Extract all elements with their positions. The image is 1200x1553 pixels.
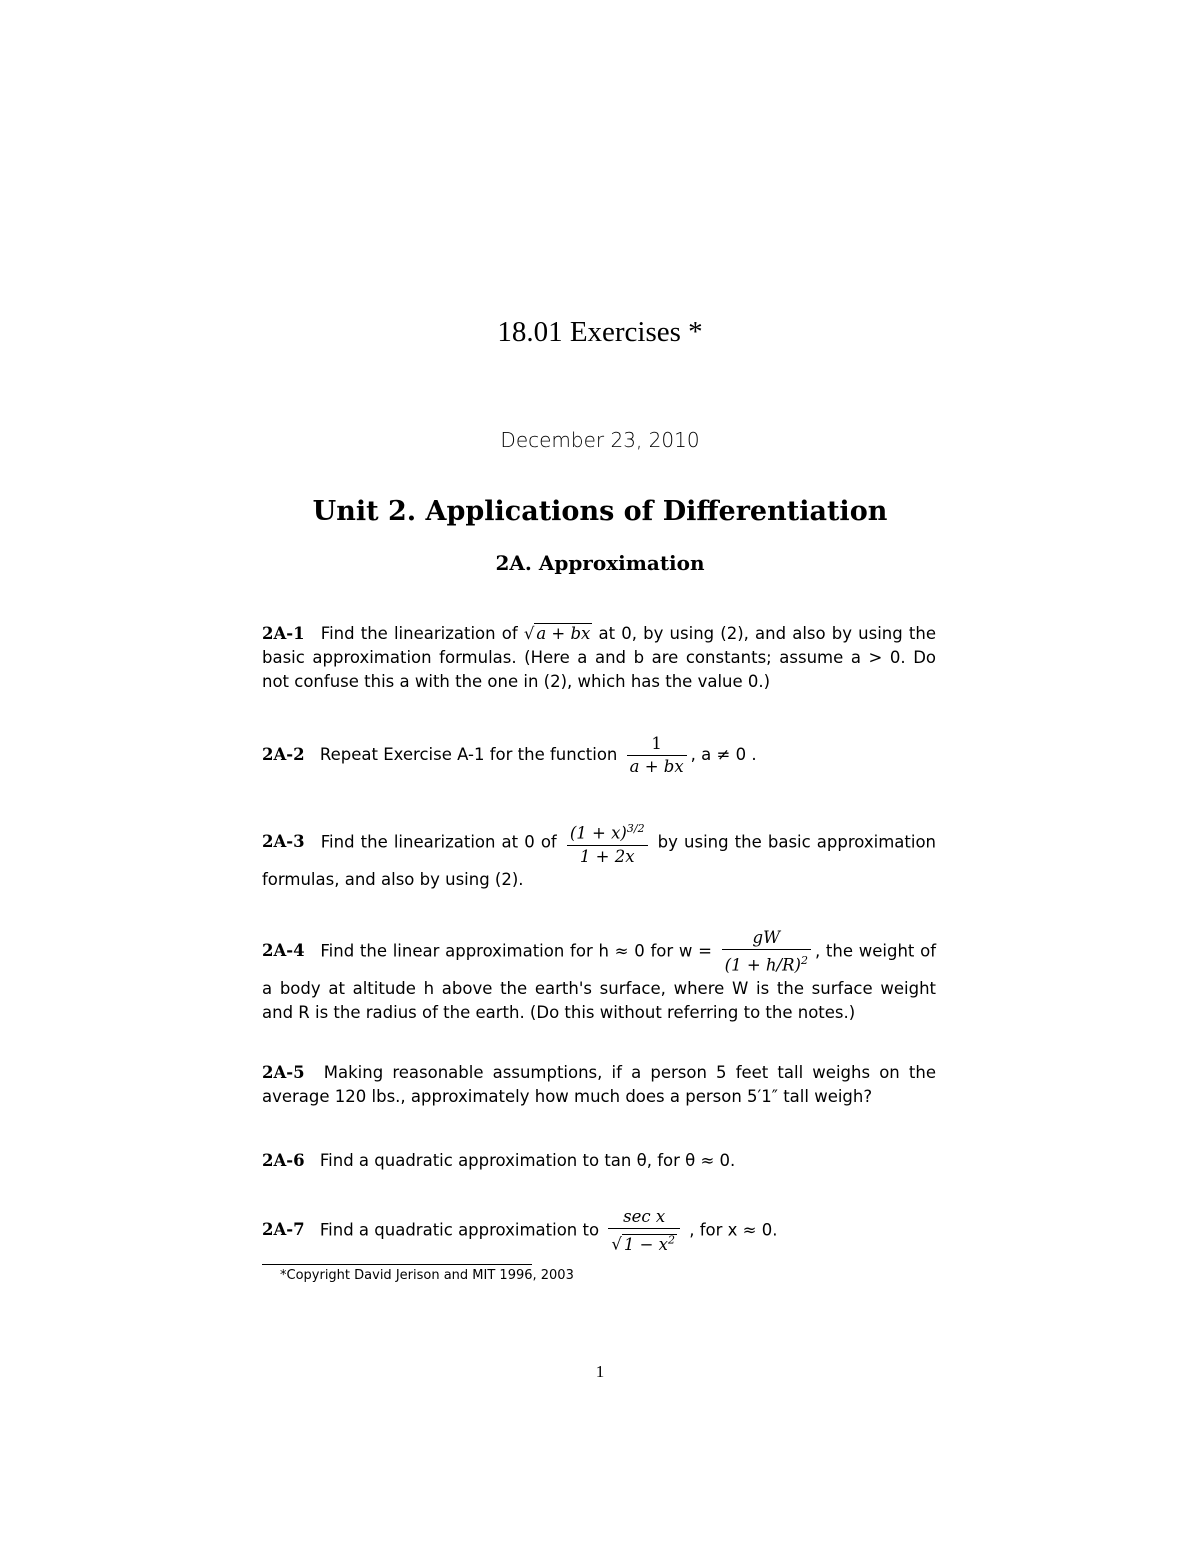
- exercise-2a-3: [262, 818, 936, 892]
- exercise-text: Find the linearization of: [320, 624, 518, 643]
- footnote-rule: [262, 1264, 532, 1265]
- sqrt-radicand: 1 − x: [623, 1234, 668, 1254]
- fraction: [627, 733, 687, 778]
- page-number: 1: [595, 1362, 605, 1381]
- exercise-number: 2A-6: [262, 1151, 305, 1170]
- exercise-number: 2A-7: [262, 1220, 305, 1240]
- footnote: *Copyright David Jerison and MIT 1996, 2003: [280, 1268, 574, 1283]
- fraction-numerator: gW: [722, 927, 811, 950]
- denominator-exponent: 2: [800, 954, 808, 967]
- exercise-text: , for x ≈ 0.: [689, 1220, 778, 1240]
- exercise-text: , a ≠ 0 .: [690, 745, 757, 764]
- exercise-text: Find the linearization at 0 of: [320, 832, 557, 852]
- exercise-number: 2A-1: [262, 624, 305, 643]
- section-title: 2A. Approximation: [495, 551, 705, 575]
- fraction: [567, 818, 648, 868]
- radicand-exponent: 2: [667, 1233, 675, 1246]
- exercise-text: Repeat Exercise A-1 for the function: [319, 745, 618, 764]
- exercise-text: Find a quadratic approximation to: [319, 1220, 600, 1240]
- fraction-denominator: 1 + 2x: [579, 846, 635, 866]
- fraction: [608, 1206, 680, 1256]
- fraction-numerator: sec x: [608, 1206, 680, 1229]
- exercise-number: 2A-4: [262, 941, 305, 961]
- numerator-exponent: 3/2: [626, 822, 645, 835]
- fraction-denominator: a + bx: [629, 757, 684, 776]
- document-date: December 23, 2010: [500, 428, 700, 452]
- fraction-numerator: [567, 818, 648, 846]
- exercise-number: 2A-5: [262, 1063, 305, 1082]
- exercise-text: Find the linear approximation for h ≈ 0 for w =: [320, 941, 712, 961]
- exercise-2a-5: [262, 1061, 936, 1109]
- sqrt-expression: √ a + bx: [523, 624, 591, 643]
- sqrt-expression: √ $1 - x^2$: [611, 1233, 675, 1254]
- exercise-2a-7: [262, 1206, 936, 1256]
- exercise-number: 2A-3: [262, 832, 305, 852]
- fraction-denominator: [722, 950, 811, 977]
- exercise-text: by using the basic approximation formulas, and also by using (2).: [262, 832, 937, 889]
- fraction: [722, 927, 811, 977]
- sqrt-radicand: a + bx: [536, 624, 591, 643]
- exercise-text: , the weight of a body at altitude h above the earth's surface, where W is the surface weight and R is the radius of the earth. (Do this without referring to the notes.): [262, 941, 937, 1022]
- exercise-number: 2A-2: [262, 745, 305, 764]
- exercise-2a-1: [262, 622, 936, 694]
- exercise-text: Making reasonable assumptions, if a person 5 feet tall weighs on the average 120 lbs., approximately how much does a person 5′1″ tall weigh?: [262, 1063, 936, 1106]
- exercise-2a-6: [262, 1149, 936, 1173]
- exercise-text: at 0, by using (2), and also by using the basic approximation formulas. (Here a and b are constants; assume a > 0. Do not confuse this a with the one in (2), which has the value 0.): [262, 624, 936, 691]
- fraction-denominator: [608, 1229, 680, 1256]
- unit-title: Unit 2. Applications of Differentiation: [312, 496, 888, 527]
- numerator-base: (1 + x): [569, 823, 627, 843]
- exercise-text: Find a quadratic approximation to tan θ, for θ ≈ 0.: [319, 1151, 736, 1170]
- exercise-2a-4: [262, 927, 936, 1025]
- fraction-numerator: 1: [627, 733, 687, 756]
- exercise-2a-2: [262, 733, 936, 778]
- document-title: 18.01 Exercises *: [497, 316, 703, 348]
- denominator-base: (1 + h/R): [724, 955, 801, 975]
